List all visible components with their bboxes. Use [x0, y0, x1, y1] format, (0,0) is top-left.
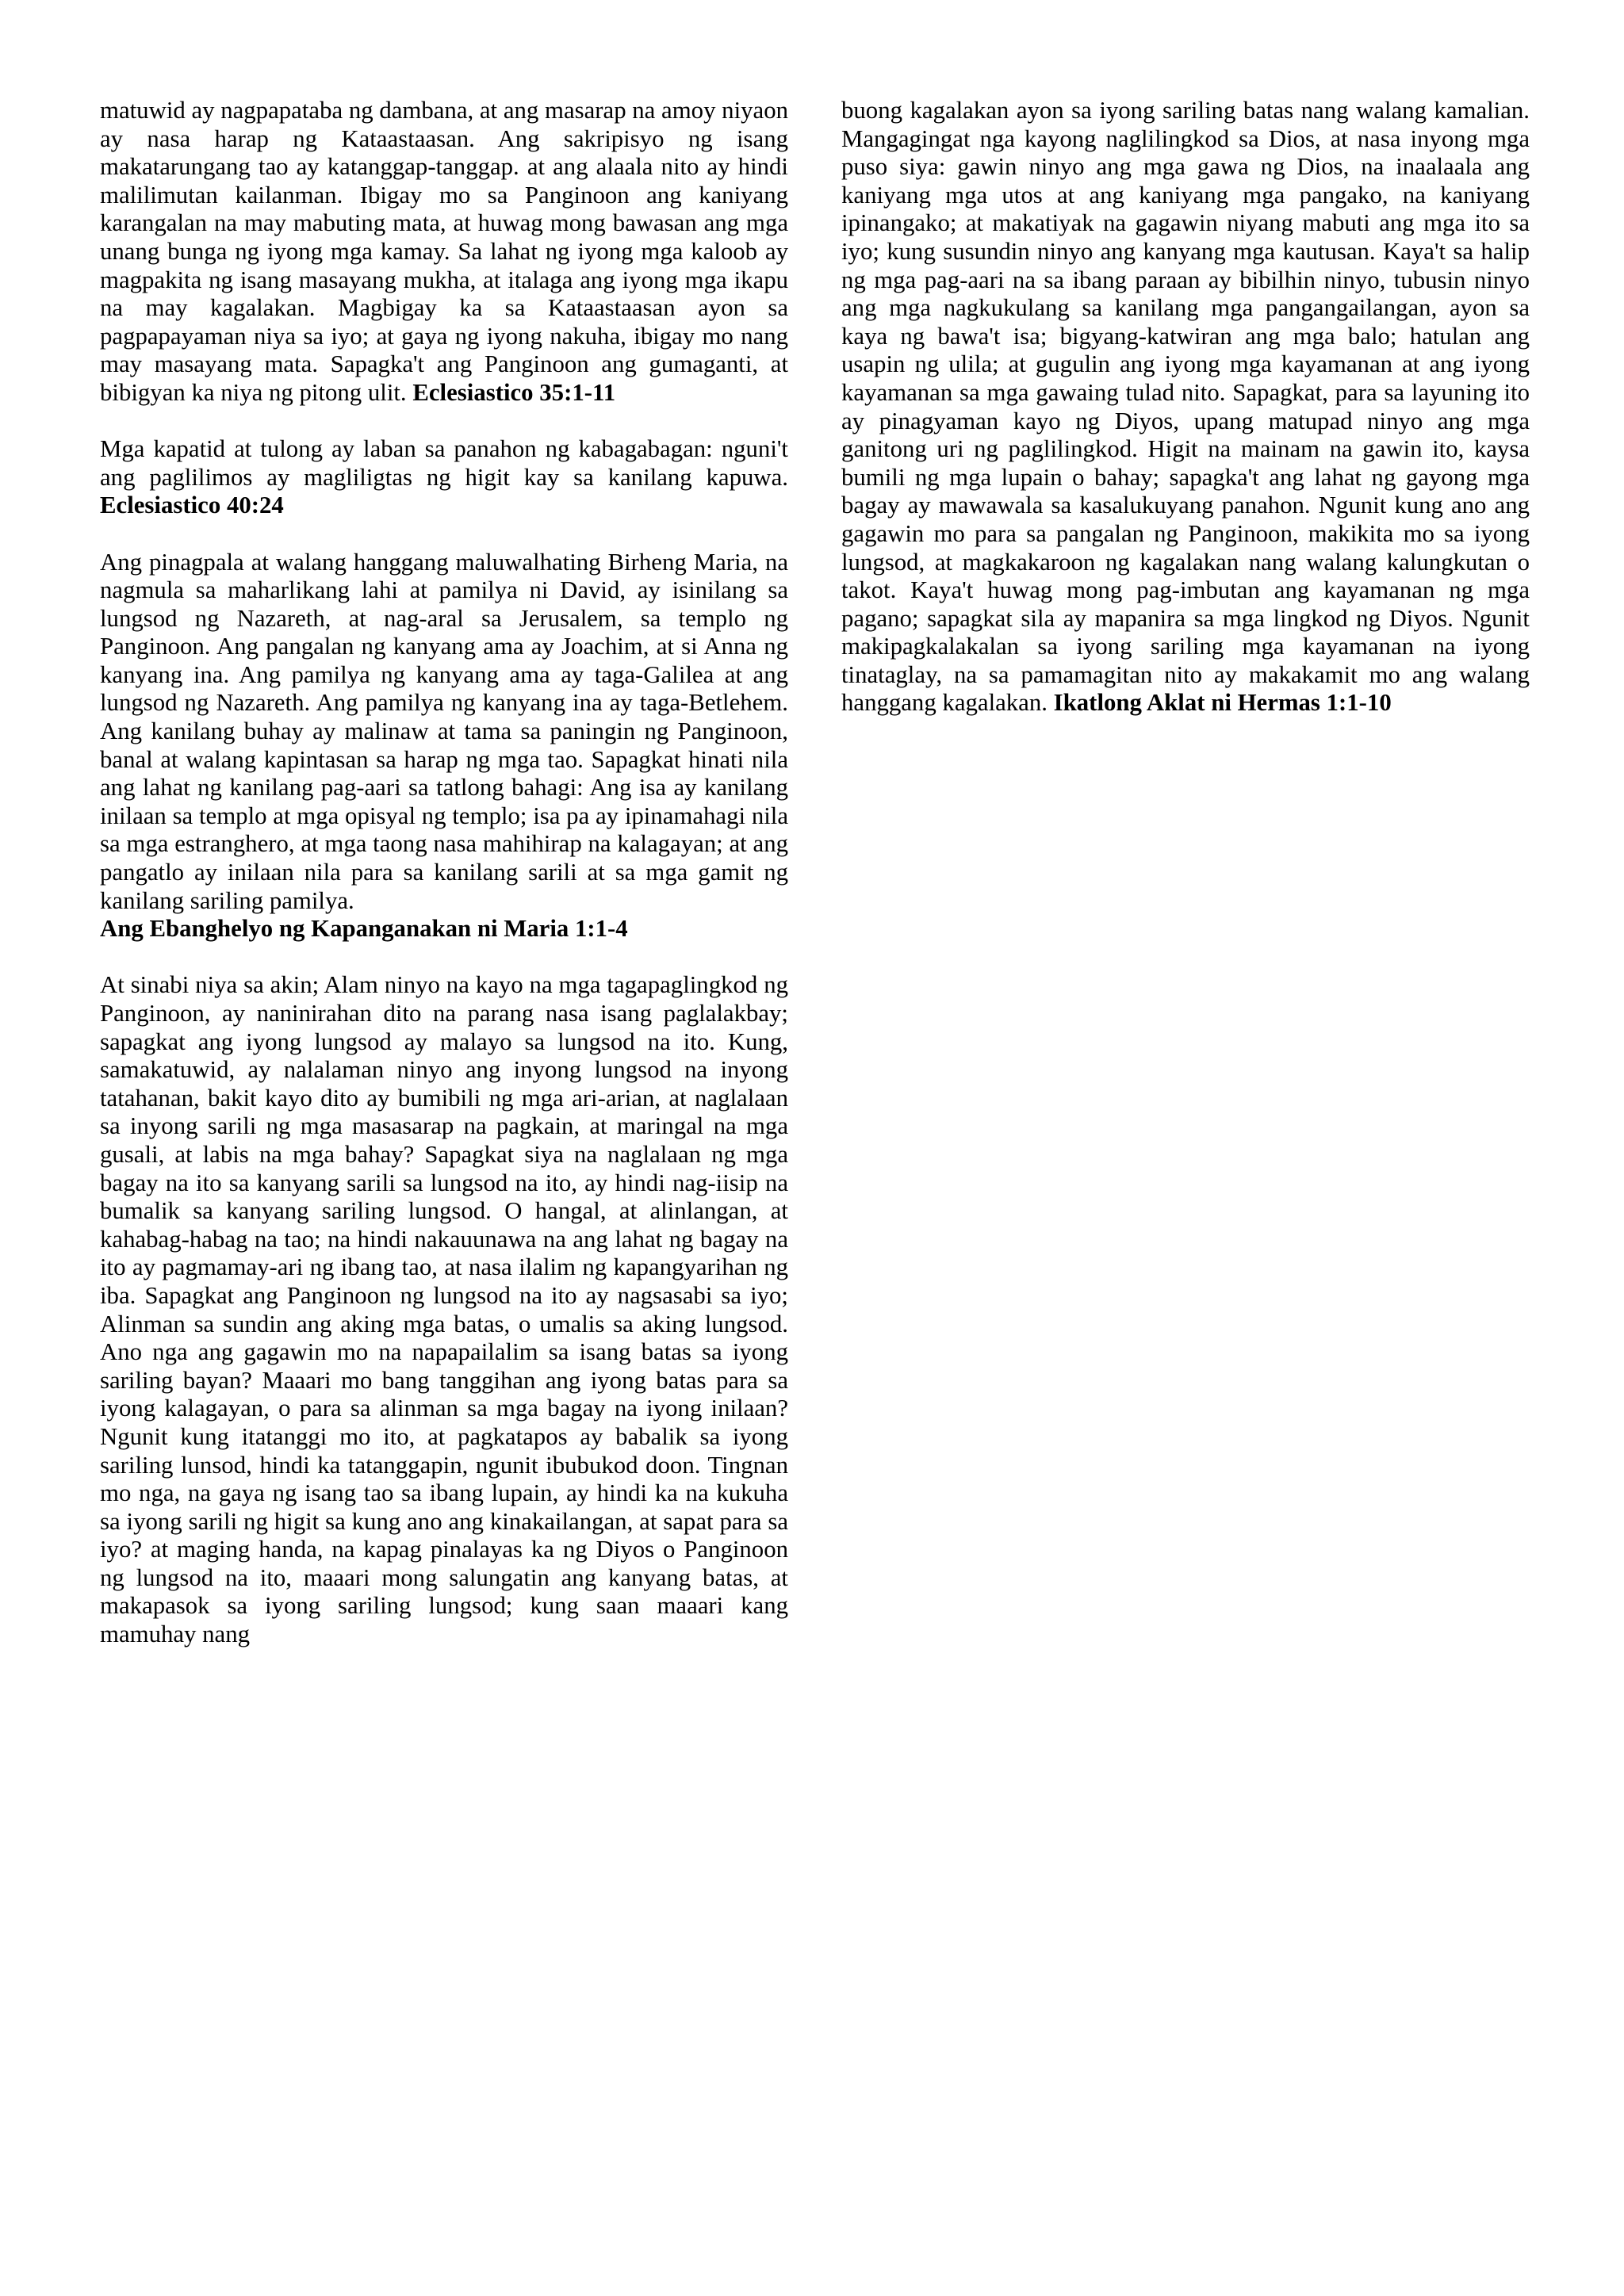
- paragraph-text: At sinabi niya sa akin; Alam ninyo na kayo na mga tagapaglingkod ng Panginoon, ay naninirahan dito na parang nasa isang paglalakbay; sapagkat ang iyong lungsod ay malayo sa lungsod na ito. Kung, samakatuwid, ay nalalaman ninyo ang inyong lungsod na inyong tatahanan, bakit kayo dito ay bumibili ng mga ari-arian, at naglalaan sa inyong sarili ng mga masasarap na pagkain, at maringal na mga gusali, at labis na mga bahay? Sapagkat siya na naglalaan ng mga bagay na ito sa kanyang sarili sa lungsod na ito, ay hindi nag-iisip na bumalik sa kanyang sariling lungsod. O hangal, at alinlangan, at kahabag-habag na tao; na hindi nakauunawa na ang lahat ng bagay na ito ay pagmamay-ari ng ibang tao, at nasa ilalim ng kapangyarihan ng iba. Sapagkat ang Panginoon ng lungsod na ito ay nagsasabi sa iyo; Alinman sa sundin ang aking mga batas, o umalis sa aking lungsod. Ano nga ang gagawin mo na napapailalim sa isang batas sa iyong sariling bayan? Maaari mo bang tanggihan ang iyong batas para sa iyong kalagayan, o para sa alinman sa mga bagay na iyong inilaan? Ngunit kung itatanggi mo ito, at pagkatapos ay babalik sa iyong sariling lunsod, hindi ka tatanggapin, ngunit ibubukod doon. Tingnan mo nga, na gaya ng isang tao sa ibang lupain, ay hindi ka na kukuha sa iyong sarili ng higit sa kung ano ang kinakailangan, at sapat para sa iyo? at maging handa, na kapag pinalayas ka ng Diyos o Panginoon ng lungsod na ito, maaari mong salungatin ang kanyang batas, at makapasok sa iyong sariling lungsod; kung saan maaari kang mamuhay nang: [100, 971, 788, 1648]
- right-column: [841, 97, 1530, 746]
- paragraph-eclesiastico-40: [100, 435, 788, 520]
- scripture-reference: Ikatlong Aklat ni Hermas 1:1-10: [1053, 689, 1392, 717]
- paragraph-birth-of-mary: [100, 549, 788, 916]
- scripture-reference: Eclesiastico 35:1-11: [412, 378, 616, 406]
- paragraph-eclesiastico-35: [100, 97, 788, 408]
- paragraph-text: Ang pinagpala at walang hanggang maluwalhating Birheng Maria, na nagmula sa maharlikang lahi at pamilya ni David, ay isinilang sa lungsod ng Nazareth, at nag-aral sa Jerusalem, sa templo ng Panginoon. Ang pangalan ng kanyang ama ay Joachim, at si Anna ng kanyang ina. Ang pamilya ng kanyang ama ay taga-Galilea at ang lungsod ng Nazareth. Ang pamilya ng kanyang ina ay taga-Betlehem. Ang kanilang buhay ay malinaw at tama sa paningin ng Panginoon, banal at walang kapintasan sa harap ng mga tao. Sapagkat hinati nila ang lahat ng kanilang pag-aari sa tatlong bahagi: Ang isa ay kanilang inilaan sa templo at mga opisyal ng templo; isa pa ay ipinamahagi nila sa mga estranghero, at mga taong nasa mahihirap na kalagayan; at ang pangatlo ay inilaan nila para sa kanilang sarili at sa mga gamit ng kanilang sariling pamilya.: [100, 548, 788, 914]
- paragraph-hermas-part-2: [841, 97, 1530, 718]
- paragraph-text: matuwid ay nagpapataba ng dambana, at ang masarap na amoy niyaon ay nasa harap ng Kataastaasan. Ang sakripisyo ng isang makatarungang tao ay katanggap-tanggap. at ang alaala nito ay hindi malilimutan kailanman. Ibigay mo sa Panginoon ang kaniyang karangalan na may mabuting mata, at huwag mong bawasan ang mga unang bunga ng iyong mga kamay. Sa lahat ng iyong mga kaloob ay magpakita ng isang masayang mukha, at italaga ang iyong mga ikapu na may kagalakan. Magbigay ka sa Kataastaasan ayon sa pagpapayaman niya sa iyo; at gaya ng iyong nakuha, ibigay mo nang may masayang mata. Sapagka't ang Panginoon ang gumaganti, at bibigyan ka niya ng pitong ulit.: [100, 97, 788, 406]
- paragraph-hermas-part-1: [100, 971, 788, 1648]
- paragraph-text: buong kagalakan ayon sa iyong sariling batas nang walang kamalian. Mangagingat nga kayong naglilingkod sa Dios, at nasa inyong mga puso siya: gawin ninyo ang mga gawa ng Dios, na inaalaala ang kaniyang mga utos at ang kaniyang mga pangako, na kaniyang ipinangako; at makatiyak na gagawin niyang mabuti ang mga ito sa iyo; kung susundin ninyo ang kanyang mga kautusan. Kaya't sa halip ng mga pag-aari na sa ibang paraan ay bibilhin ninyo, tubusin ninyo ang mga nagkukulang sa kanilang mga pangangailangan, ayon sa kaya ng bawa't isa; bigyang-katwiran ang mga balo; hatulan ang usapin ng ulila; at gugulin ang iyong mga kayamanan at ang iyong kayamanan sa mga gawaing tulad nito. Sapagkat, para sa layuning ito ay pinagyaman kayo ng Diyos, upang matupad ninyo ang mga ganitong uri ng paglilingkod. Higit na mainam na gawin ito, kaysa bumili ng mga lupain o bahay; sapagka't ang lahat ng gayong mga bagay ay mawawala sa kasalukuyang panahon. Ngunit kung ano ang gagawin mo para sa pangalan ng Panginoon, makikita mo sa iyong lungsod, at magkakaroon ng kagalakan nang walang kalungkutan o takot. Kaya't huwag mong pag-imbutan ang kayamanan ng mga pagano; sapagkat sila ay mapanira sa mga lingkod ng Diyos. Ngunit makipagkalakalan sa iyong sariling mga kayamanan na iyong tinataglay, na sa pamamagitan nito ay makakamit mo ang walang hanggang kagalakan.: [841, 97, 1530, 717]
- paragraph-text: Mga kapatid at tulong ay laban sa panahon ng kabagabagan: nguni't ang paglilimos ay magliligtas ng higit kay sa kanilang kapuwa.: [100, 435, 788, 491]
- scripture-reference: Eclesiastico 40:24: [100, 492, 284, 519]
- scripture-reference-heading: Ang Ebanghelyo ng Kapanganakan ni Maria 1:1-4: [100, 915, 628, 943]
- left-column: [100, 97, 788, 1677]
